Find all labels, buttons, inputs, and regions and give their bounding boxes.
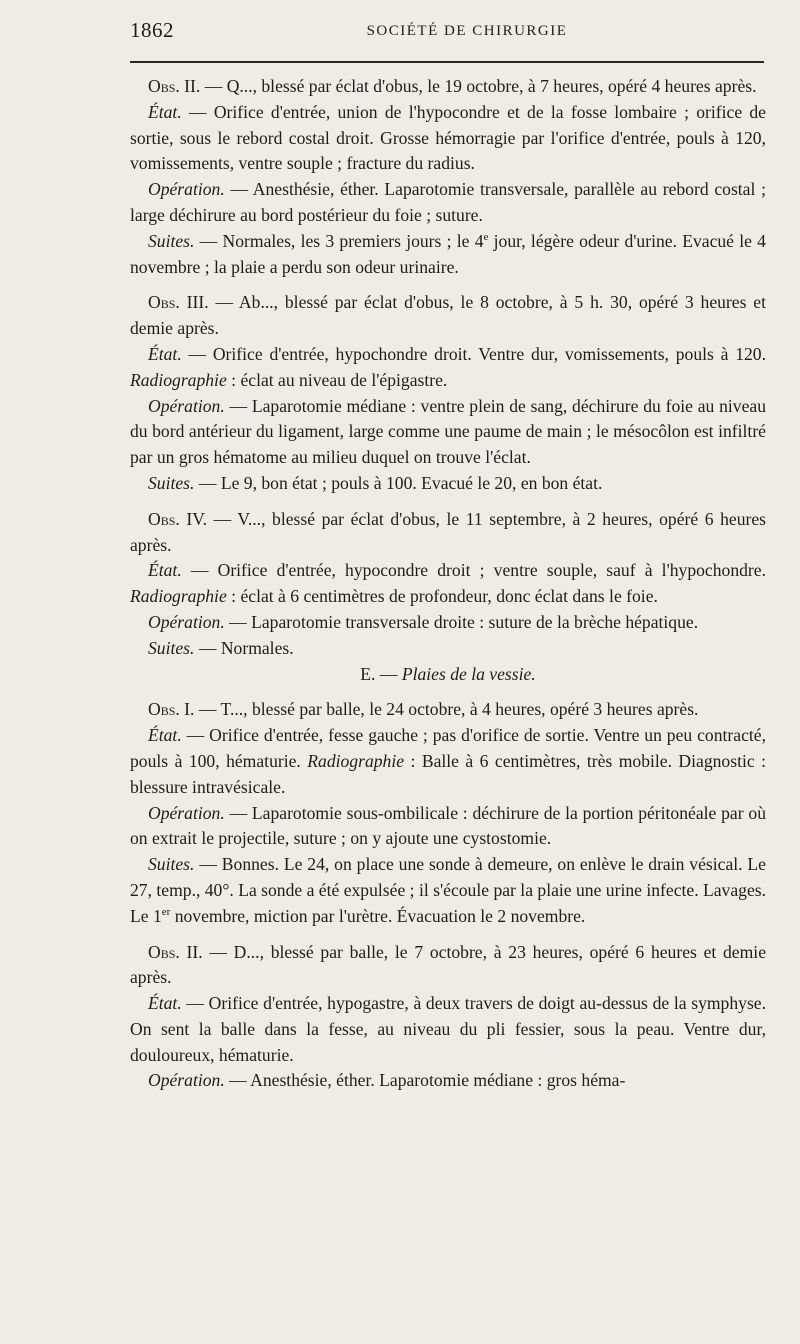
paragraph-label: Suites.	[148, 472, 195, 493]
observation-heading	[130, 290, 766, 342]
paragraph-text: : Balle à 6 centimètres, très mobile. Diagnostic : blessure intravésicale.	[130, 750, 766, 797]
paragraph-text: — Normales.	[194, 637, 294, 658]
paragraph-text: — Bonnes. Le 24, on place une sonde à demeure, on enlève le drain vésical. Le 27, temp., 40°. La sonde a été expulsée ; il s'écoule par la plaie une urine infecte. Lavages. Le 1	[130, 854, 767, 926]
paragraph-text: — Orifice d'entrée, hypochondre droit. Ventre dur, vomissements, pouls à 120.	[181, 343, 766, 364]
paragraph	[130, 394, 766, 471]
paragraph-text: — Laparotomie transversale droite : suture de la brèche hépatique.	[224, 611, 699, 632]
observation-label: Obs. I.	[148, 699, 195, 720]
paragraph-text: — Laparotomie sous-ombilicale : déchirure de la portion péritonéale par où on extrait le projectile, suture ; on y ajoute une cystostomie.	[130, 802, 766, 849]
paragraph-label: État.	[148, 560, 182, 581]
paragraph	[130, 342, 766, 394]
observation-heading	[130, 697, 766, 723]
superscript: er	[161, 905, 171, 918]
paragraph-label: État.	[148, 343, 182, 364]
paragraph-text: — D..., blessé par balle, le 7 octobre, à 23 heures, opéré 6 heures et demie après.	[130, 941, 767, 988]
paragraph-label: Suites.	[148, 637, 195, 658]
paragraph-text: — Anesthésie, éther. Laparotomie médiane : gros héma-	[224, 1070, 626, 1091]
paragraph-label: Opération.	[148, 802, 225, 823]
observation-label: Obs. III.	[148, 292, 209, 313]
inline-label: Radiographie	[130, 369, 227, 390]
paragraph	[130, 991, 766, 1068]
page-number: 1862	[130, 18, 174, 42]
page-body	[130, 74, 766, 1094]
paragraph-text: — Orifice d'entrée, hypogastre, à deux travers de doigt au-dessus de la symphyse. On sent la balle dans la fesse, au niveau du pli fessier, sous la peau. Ventre dur, douloureux, hématurie.	[130, 993, 766, 1065]
paragraph-label: Opération.	[148, 1070, 225, 1091]
paragraph-label: État.	[148, 993, 182, 1014]
paragraph	[130, 1068, 766, 1094]
paragraph-text: — Ab..., blessé par éclat d'obus, le 8 octobre, à 5 h. 30, opéré 3 heures et demie après.	[130, 292, 766, 339]
inline-label: Radiographie	[307, 750, 405, 771]
paragraph	[130, 471, 766, 497]
paragraph-text: — Orifice d'entrée, union de l'hypocondre et de la fosse lombaire ; orifice de sortie, sous le rebord costal droit. Grosse hémorragie par l'orifice d'entrée, pouls à 120, vomissements, ventre souple ; fracture du radius.	[130, 101, 766, 174]
page-header	[130, 14, 764, 44]
observation-label: Obs. II.	[148, 941, 203, 962]
paragraph	[130, 558, 766, 610]
paragraph-text: jour, légère odeur d'urine. Evacué le 4 novembre ; la plaie a perdu son odeur urinaire.	[130, 230, 766, 277]
paragraph	[130, 801, 766, 853]
paragraph-text: — Orifice d'entrée, hypocondre droit ; ventre souple, sauf à l'hypochondre.	[181, 560, 766, 581]
section-title-text: Plaies de la vessie.	[401, 663, 536, 684]
section-heading	[130, 662, 766, 688]
paragraph-text: : éclat au niveau de l'épigastre.	[226, 369, 448, 390]
paragraph-label: Opération.	[148, 395, 225, 416]
paragraph-text: — Anesthésie, éther. Laparotomie transversale, parallèle au rebord costal ; large déchirure au bord postérieur du foie ; suture.	[130, 179, 766, 225]
observation-heading	[130, 74, 766, 100]
header-rule	[130, 61, 764, 63]
paragraph-text: — V..., blessé par éclat d'obus, le 11 septembre, à 2 heures, opéré 6 heures après.	[130, 508, 767, 555]
paragraph-label: Opération.	[148, 611, 225, 632]
paragraph-label: État.	[148, 101, 182, 122]
paragraph	[130, 610, 766, 636]
paragraph-text: — T..., blessé par balle, le 24 octobre, à 4 heures, opéré 3 heures après.	[194, 699, 699, 720]
paragraph-text: : éclat à 6 centimètres de profondeur, donc éclat dans le foie.	[226, 586, 658, 607]
section-prefix: E. —	[360, 663, 402, 684]
running-title: SOCIÉTÉ DE CHIRURGIE	[366, 23, 568, 39]
observation-heading	[130, 507, 766, 559]
observation-label: Obs. II.	[148, 76, 201, 96]
paragraph	[130, 852, 766, 929]
paragraph-text: — Orifice d'entrée, fesse gauche ; pas d'orifice de sortie. Ventre un peu contracté, pouls à 100, hématurie.	[130, 725, 766, 771]
paragraph-label: Opération.	[148, 179, 225, 200]
inline-label: Radiographie	[130, 586, 227, 607]
paragraph-text: — Q..., blessé par éclat d'obus, le 19 octobre, à 7 heures, opéré 4 heures après.	[200, 76, 757, 96]
paragraph	[130, 229, 766, 281]
paragraph-text: — Normales, les 3 premiers jours ; le 4	[194, 230, 484, 251]
paragraph-label: État.	[148, 725, 182, 746]
superscript: e	[483, 230, 489, 243]
observation-label: Obs. IV.	[148, 508, 208, 529]
observation-heading	[130, 940, 766, 992]
paragraph-label: Suites.	[148, 854, 195, 875]
paragraph	[130, 636, 766, 662]
paragraph	[130, 100, 766, 177]
paragraph	[130, 723, 766, 800]
paragraph-text: — Le 9, bon état ; pouls à 100. Evacué le 20, en bon état.	[194, 472, 603, 493]
paragraph-text: — Laparotomie médiane : ventre plein de sang, déchirure du foie au niveau du bord antérieur du ligament, large comme une paume de main ; le mésocôlon est infiltré par un gros hématome au milieu duquel on trouve l'éclat.	[130, 395, 766, 468]
paragraph-label: Suites.	[148, 230, 195, 251]
paragraph-text: novembre, miction par l'urètre. Évacuation le 2 novembre.	[170, 905, 586, 926]
paragraph	[130, 177, 766, 229]
